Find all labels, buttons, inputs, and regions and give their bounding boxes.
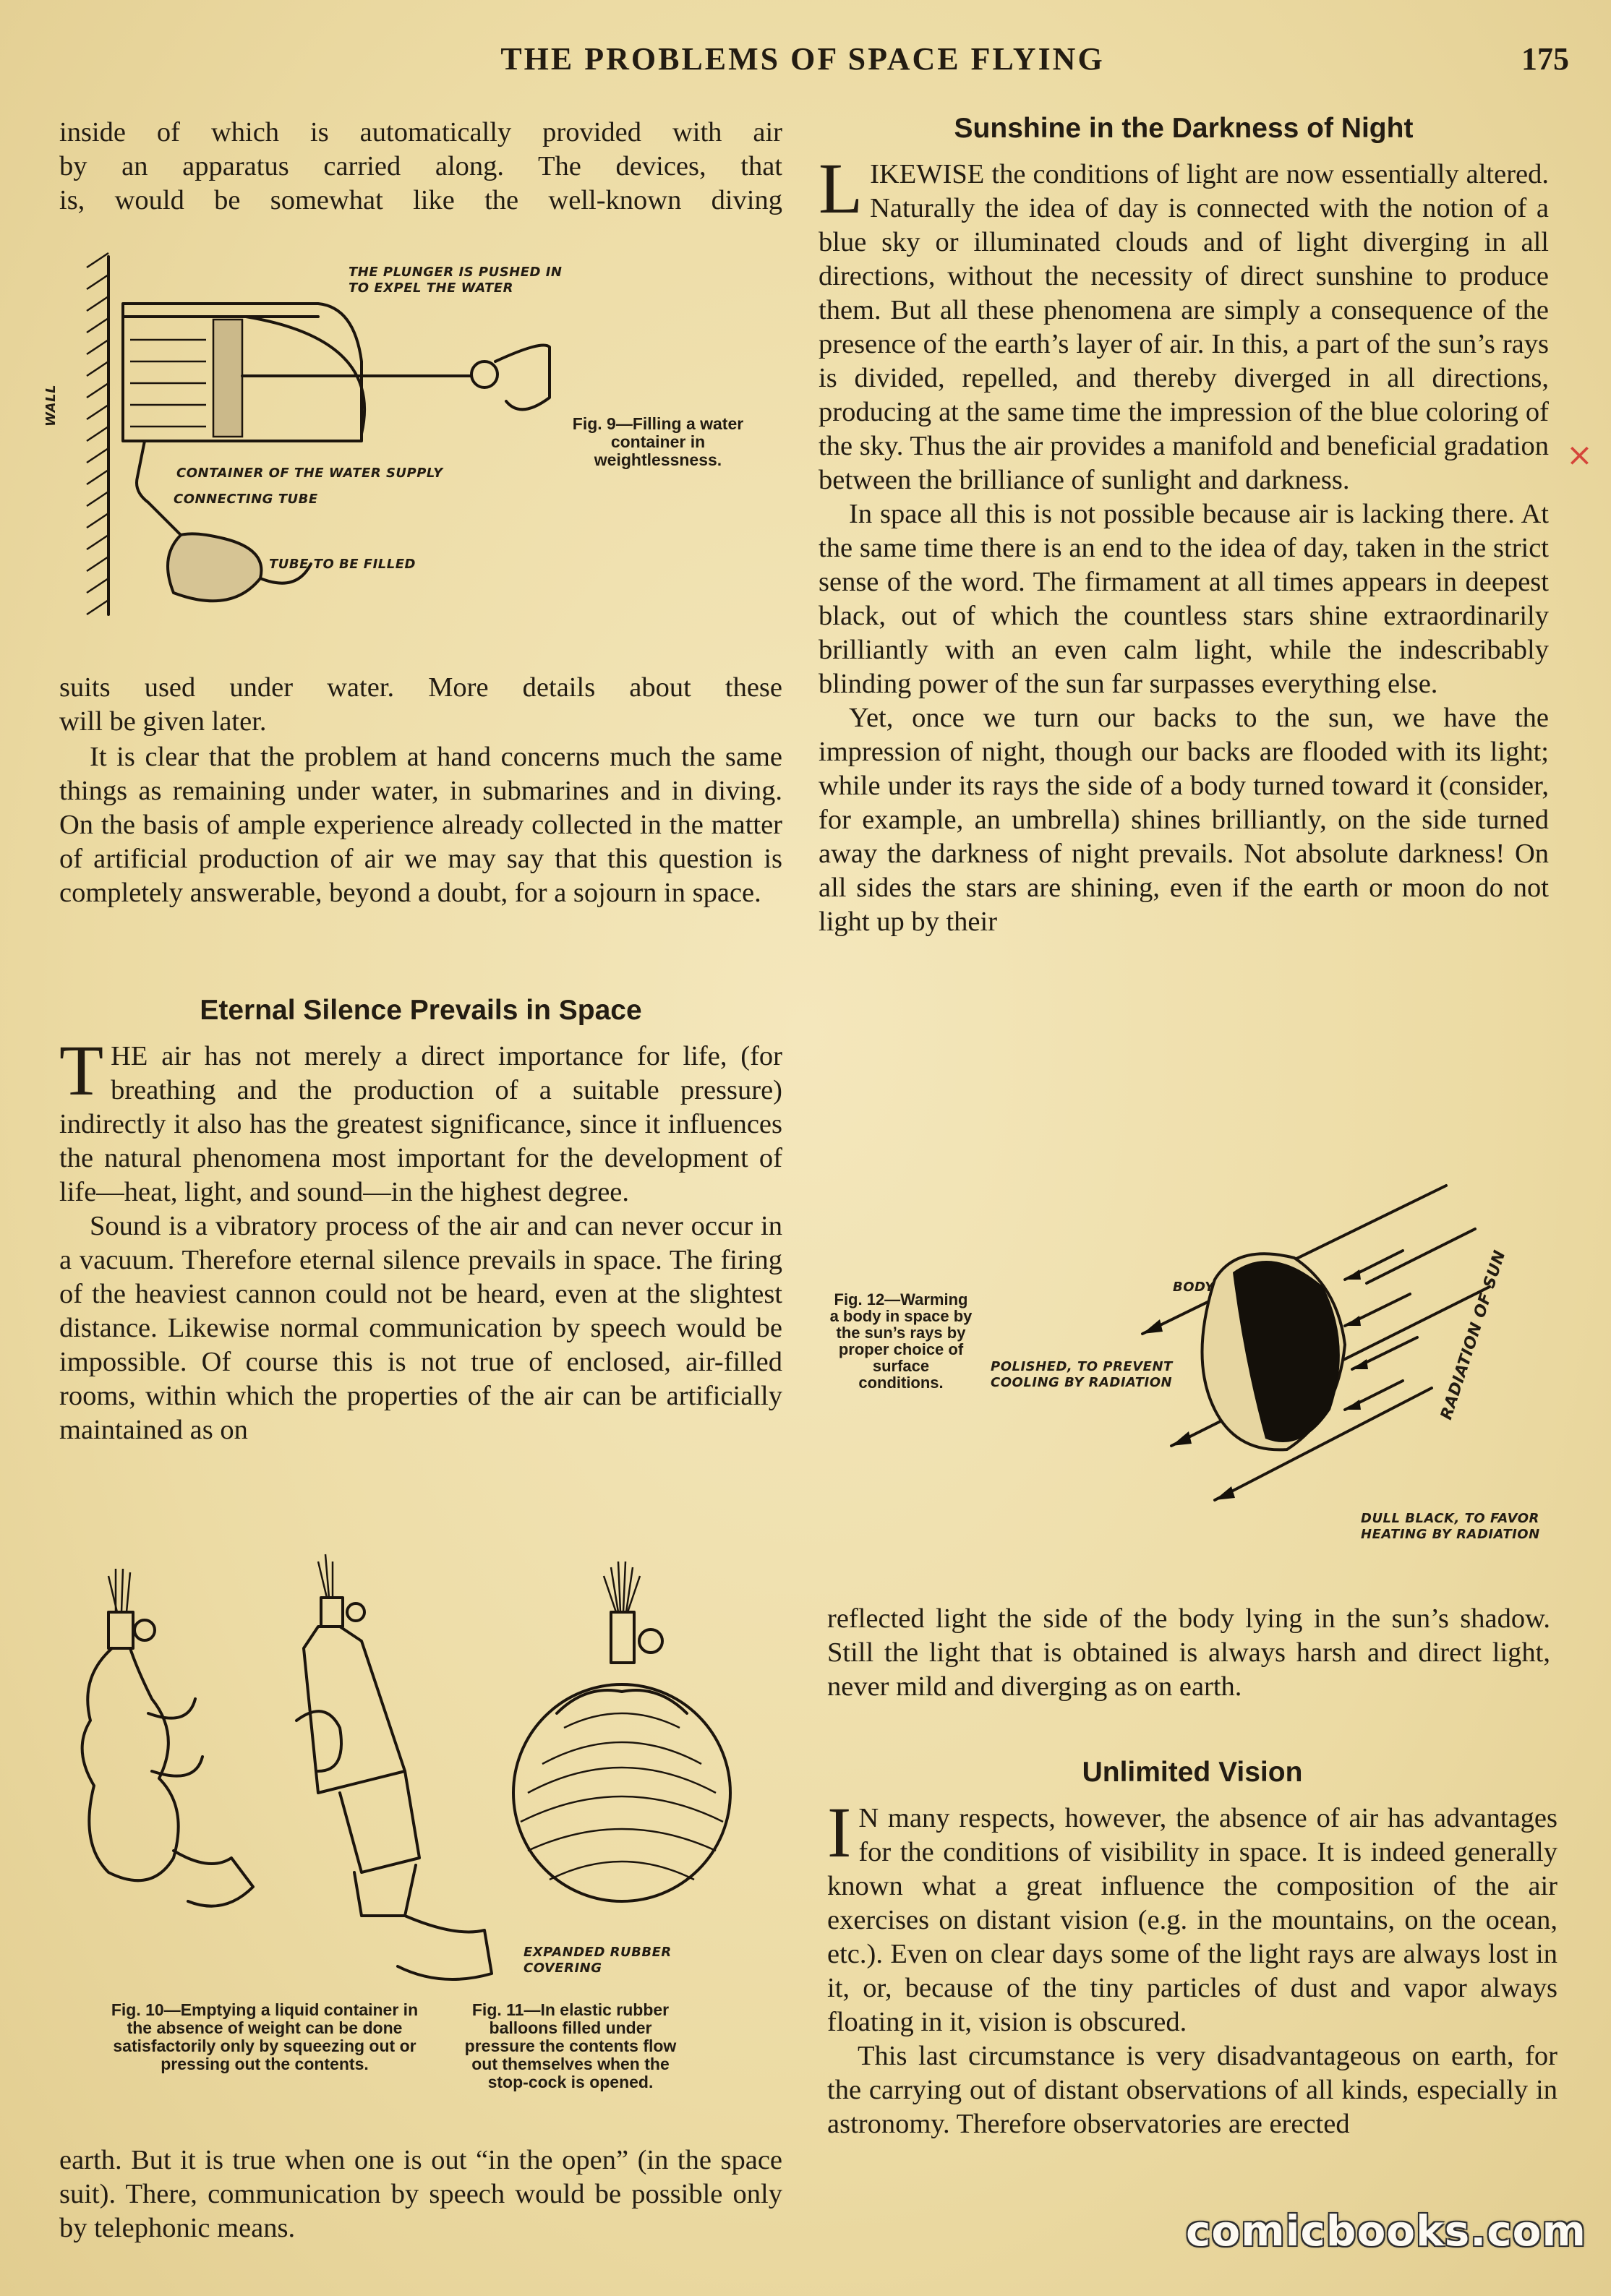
heading-unlimited-vision: Unlimited Vision	[1082, 1757, 1303, 1788]
text-line: will be given later.	[59, 706, 267, 737]
text-line: inside of which is automatically provided with air	[59, 117, 782, 147]
section-silence	[59, 1030, 782, 1447]
paragraph-text: This last circumstance is very disadvantageous on earth, for the carrying out of distant observations of all kinds, especially in astronomy. Therefore observatories are erected	[827, 2041, 1557, 2139]
fig9-label-tube: CONNECTING TUBE	[174, 492, 318, 507]
paragraph-problem	[59, 740, 782, 910]
heading-sunshine: Sunshine in the Darkness of Night	[954, 113, 1414, 144]
watermark-logo: comicbooks.com	[1186, 2206, 1586, 2256]
dropcap-i: I	[827, 1792, 852, 1872]
running-header-title: THE PROBLEMS OF SPACE FLYING	[500, 41, 1105, 77]
paragraph-text: reflected light the side of the body lying in the sun’s shadow. Still the light that is obtained is always harsh and direct light, never mild and diverging as on earth.	[827, 1603, 1550, 1702]
paragraph-text: Sound is a vibratory process of the air and can never occur in a vacuum. Therefore eternal silence prevails in space. The firing of the heaviest cannon could not be heard, even at the slightest distance. Likewise normal communication by speech would be impossible. Of course this is not true of enclosed, air-filled rooms, within which the properties of the air can be artificially maintained as on	[59, 1211, 782, 1445]
fig10b-illustration	[296, 1554, 499, 1988]
left-intro-text	[59, 116, 782, 218]
dropcap-l: L	[819, 148, 863, 228]
pen-mark-icon: ×	[1566, 437, 1593, 474]
page-number: 175	[1521, 41, 1569, 77]
fig9-label-fill: TUBE TO BE FILLED	[269, 557, 416, 572]
left-after-fig9-text	[59, 671, 782, 739]
fig9-label-plunger: THE PLUNGER IS PUSHED IN TO EXPEL THE WATER	[349, 265, 563, 296]
fig12-label-radiation: RADIATION OF SUN	[1437, 1248, 1510, 1423]
paragraph-text: Yet, once we turn our backs to the sun, we have the impression of night, though our backs are flooded with its light; while under its rays the side of a body turned toward it (consider, for example, an umbrella) shines brilliantly, on the side turned away the darkness of night prevails. Not absolute darkness! On all sides the stars are shining, even if the earth or moon do not light up by their	[819, 703, 1549, 937]
fig11-illustration	[506, 1562, 738, 1966]
fig9-label-container: CONTAINER OF THE WATER SUPPLY	[176, 466, 443, 481]
fig9-label-wall: WALL	[43, 384, 59, 427]
fig9-illustration	[80, 253, 586, 636]
fig9-caption: Fig. 9—Filling a water container in weightlessness.	[572, 414, 744, 469]
fig12-label-black: DULL BLACK, TO FAVOR HEATING BY RADIATION	[1361, 1511, 1540, 1542]
fig12-caption: Fig. 12—Warming a body in space by the sun’s rays by proper choice of surface conditions.	[829, 1290, 973, 1392]
paragraph-text: HE air has not merely a direct importance for life, (for breathing and the production of a suitable pressure) indirectly it also has the greatest significance, since it influences the natural phenomena most important for the development of life—heat, light, and sound—in the highest degree.	[59, 1041, 782, 1207]
paragraph-text: In space all this is not possible because air is lacking there. At the same time there is an end to the idea of day, taken in the strict sense of the word. The firmament at all times appears in deepest black, out of which the countless stars shine extraordinarily brilliantly with an even calm light, while the indescribably blinding power of the sun far surpasses everything else.	[819, 499, 1549, 699]
paragraph-closing-left	[59, 2143, 782, 2245]
paragraph-text: It is clear that the problem at hand concerns much the same things as remaining under water, in submarines and in diving. On the basis of ample experience already collected in the matter of artificial production of air we may say that this question is completely answerable, beyond a doubt, for a sojourn in space.	[59, 742, 782, 908]
fig11-caption: Fig. 11—In elastic rubber balloons filled under pressure the contents flow out themselves when the stop-cock is opened.	[464, 2000, 677, 2091]
paragraph-text: IKEWISE the conditions of light are now essentially altered. Naturally the idea of day is connected with the notion of a blue sky or illuminated clouds and of light diverging in all directions, without the necessity of direct sunshine to produce them. But all these phenomena are simply a consequence of the presence of the earth’s layer of air. In this, a part of the sun’s rays is divided, repelled, and thereby diverged in all directions, producing at the same time the impression of the blue coloring of the sky. Thus the air provides a manifold and beneficial gradation between the brilliance of sunlight and darkness.	[819, 159, 1549, 495]
fig10-illustration	[65, 1569, 311, 1974]
section-vision	[827, 1792, 1557, 2141]
fig12-label-polished: POLISHED, TO PREVENT COOLING BY RADIATION	[991, 1359, 1173, 1390]
fig12-label-body: BODY	[1173, 1280, 1215, 1295]
paragraph-reflected	[827, 1602, 1550, 1704]
fig10-caption: Fig. 10—Emptying a liquid container in the absence of weight can be done satisfactorily only by squeezing out or pressing out the contents.	[111, 2000, 419, 2073]
paragraph-text: N many respects, however, the absence of air has advantages for the conditions of visibility in space. It is indeed generally known what a great influence the composition of the air exercises on distant vision (e.g. in the mountains, on the ocean, etc.). Even on clear days some of the light rays are always lost in it, or, because of the tiny particles of dust and vapor always floating in it, vision is obscured.	[827, 1803, 1557, 2037]
section-sunshine	[819, 148, 1549, 939]
heading-eternal-silence: Eternal Silence Prevails in Space	[200, 995, 642, 1026]
paragraph-text: earth. But it is true when one is out “in the open” (in the space suit). There, communication by speech would be possible only by telephonic means.	[59, 2145, 782, 2243]
text-line: suits used under water. More details about these	[59, 672, 782, 703]
fig11-label-rubber: EXPANDED RUBBER COVERING	[524, 1945, 672, 1976]
text-line: is, would be somewhat like the well-known diving	[59, 185, 782, 215]
dropcap-t: T	[59, 1030, 104, 1110]
text-line: by an apparatus carried along. The devices, that	[59, 151, 782, 181]
